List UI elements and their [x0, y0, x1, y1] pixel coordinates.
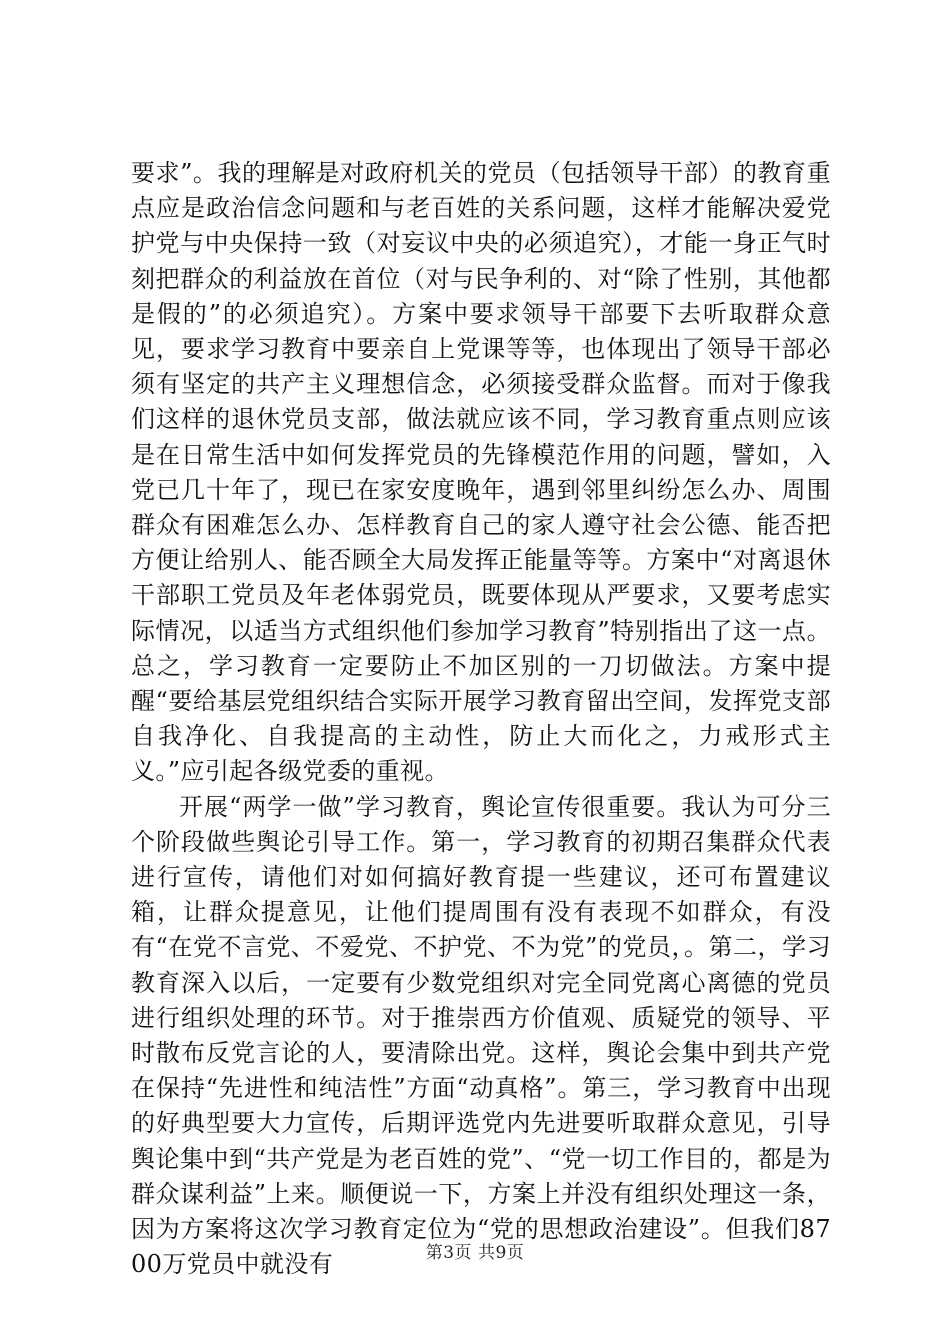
paragraph-1: 要求”。我的理解是对政府机关的党员（包括领导干部）的教育重点应是政治信念问题和与老百姓的关系问题，这样才能解决爱党护党与中央保持一致（对妄议中央的必须追究），才能一身正气时刻把群众的利益放在首位（对与民争利的、对“除了性别，其他都是假的”的必须追究）。方案中要求领导干部要下去听取群众意见，要求学习教育中要亲自上党课等等，也体现出了领导干部必须有坚定的共产主义理想信念，必须接受群众监督。而对于像我们这样的退休党员支部，做法就应该不同，学习教育重点则应该是在日常生活中如何发挥党员的先锋模范作用的问题，譬如，入党已几十年了，现已在家安度晚年，遇到邻里纠纷怎么办、周围群众有困难怎么办、怎样教育自己的家人遵守社会公德、能否把方便让给别人、能否顾全大局发挥正能量等等。方案中“对离退休干部职工党员及年老体弱党员，既要体现从严要求，又要考虑实际情况，以适当方式组织他们参加学习教育”特别指出了这一点。总之，学习教育一定要防止不加区别的一刀切做法。方案中提醒“要给基层党组织结合实际开展学习教育留出空间，发挥党支部自我净化、自我提高的主动性，防止大而化之，力戒形式主义。”应引起各级党委的重视。: [131, 159, 831, 786]
page-number-footer: 第3页 共9页: [425, 1243, 525, 1263]
document-body: [131, 156, 831, 1283]
paragraph-2: 开展“两学一做”学习教育，舆论宣传很重要。我认为可分三个阶段做些舆论引导工作。第一，学习教育的初期召集群众代表进行宣传，请他们对如何搞好教育提一些建议，还可布置建议箱，让群众提意见，让他们提周围有没有表现不如群众，有没有“在党不言党、不爱党、不护党、不为党”的党员，。第二，学习教育深入以后，一定要有少数党组织对完全同党离心离德的党员进行组织处理的环节。对于推崇西方价值观、质疑党的领导、平时散布反党言论的人，要清除出党。这样，舆论会集中到共产党在保持“先进性和纯洁性”方面“动真格”。第三，学习教育中出现的好典型要大力宣传，后期评选党内先进要听取群众意见，引导舆论集中到“共产党是为老百姓的党”、“党一切工作目的，都是为群众谋利益”上来。顺便说一下，方案上并没有组织处理这一条，因为方案将这次学习教育定位为“党的思想政治建设”。但我们8700万党员中就没有: [131, 792, 831, 1279]
